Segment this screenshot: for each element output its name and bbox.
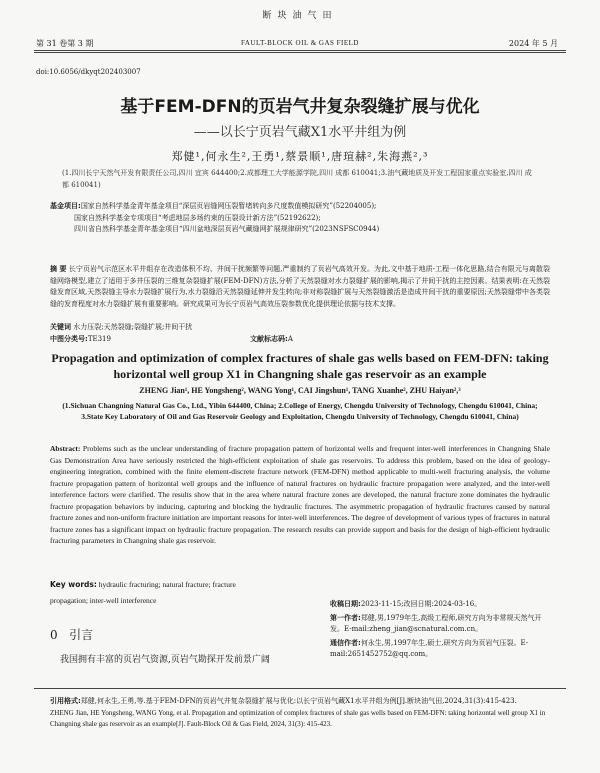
corresponding-value: 何永生,男,1997年生,硕士,研究方向为页岩气压裂。E-mail:2651452752@qq.com。	[330, 638, 529, 658]
doc-code-value: A	[287, 335, 293, 343]
keywords-cn	[50, 322, 192, 332]
authors-en: ZHENG Jian¹, HE Yongsheng², WANG Yong¹, CAI Jingshun¹, TANG Xuanhe², ZHU Haiyan²,³	[139, 386, 461, 395]
clc-value: TE319	[87, 335, 111, 343]
doc-code-label: 文献标志码:	[250, 335, 288, 343]
funding	[50, 201, 550, 236]
journal-title-cn: 断块油气田	[262, 11, 338, 21]
received-value: 2023-11-15;改回日期:2024-03-16。	[360, 600, 482, 608]
header-rule	[34, 50, 566, 51]
corresponding-author-info	[330, 638, 555, 661]
abstract-en-label: Abstract:	[50, 444, 81, 453]
header-rule-2	[34, 52, 566, 53]
first-author-label: 第一作者:	[330, 613, 361, 622]
funding-line: 四川省自然科学基金青年基金项目“四川盆地深层页岩气藏缝网扩展规律研究”(2023NSFSC0944)	[74, 225, 380, 233]
body-text: 我国拥有丰富的页岩气资源,页岩气勘探开发前景广阔	[60, 655, 270, 665]
received-date	[330, 599, 555, 611]
citation-en: ZHENG Jian, HE Yongsheng, WANG Yong, et al. Propagation and optimization of complex fractures of shale gas wells based on FEM-DFN: taking horizontal well group X1 in Changning shale gas reservoir as an example[J]. Fault-Block Oil & Gas Field, 2024, 31(3): 415-423.	[50, 708, 546, 728]
journal-title-en: FAULT-BLOCK OIL & GAS FIELD	[241, 39, 359, 47]
authors-cn: 郑健¹,何永生²,王勇¹,蔡景顺¹,唐瑄赫²,朱海燕²,³	[171, 150, 429, 163]
citation	[50, 696, 560, 731]
journal-date: 2024 年 5 月	[508, 39, 558, 48]
paper-subtitle-cn: ——以长宁页岩气藏X1水平井组为例	[193, 125, 407, 140]
article-info	[330, 599, 555, 663]
footnote-rule	[34, 688, 566, 689]
abstract-cn	[50, 264, 550, 310]
keywords-cn-label: 关键词	[50, 323, 71, 331]
document-code	[250, 334, 293, 344]
abstract-cn-text: 长宁页岩气示范区水平井组存在改造体积不均、井间干扰频繁等问题,严重制约了页岩气高效开发。为此,文中基于地质-工程一体化思路,结合有限元与离散裂缝网络模型,建立了适用于多井压裂的三维复杂裂缝扩展(FEM-DFN)方法,分析了天然裂缝对水力裂缝扩展的影响,揭示了井间干扰的主控因素。结果表明:在天然裂缝发育区域,天然裂缝主导水力裂缝扩展行为,水力裂缝沿天然裂缝延伸并发生转向;非对称裂缝扩展与天然裂缝激活是造成井间干扰的重要原因;天然裂缝带中各类裂缝的发育程度对水力裂缝扩展有重要影响。研究成果可为长宁页岩气高效压裂参数优化提供理论依据与技术支撑。	[50, 265, 551, 308]
affiliations-cn: (1.四川长宁天然气开发有限责任公司,四川 宜宾 644400;2.成都理工大学能源学院,四川 成都 610041;3.油气藏地质及开发工程国家重点实验室,四川 成都 610041)	[62, 169, 532, 189]
abstract-en	[50, 443, 550, 547]
citation-label: 引用格式:	[50, 697, 81, 705]
citation-cn: 郑健,何永生,王勇,等.基于FEM-DFN的页岩气井复杂裂缝扩展与优化:以长宁页岩气藏X1水平井组为例[J].断块油气田,2024,31(3):415-423.	[80, 697, 517, 705]
keywords-en-line: propagation; inter-well interference	[50, 596, 157, 605]
doi[interactable]: doi:10.6056/dkyqt202403007	[36, 68, 141, 76]
funding-label: 基金项目:	[50, 202, 81, 210]
keywords-en	[50, 577, 320, 609]
abstract-en-text: Problems such as the unclear understanding of fracture propagation pattern of horizontal wells and frequent inter-well interferences in Changning Shale Gas Demonstration Area have seriously restricted the high-efficient exploitation of shale gas reservoirs. To address this problem, based on the idea of geology-engineering integration, combined with the finite element-discrete fracture network (FEM-DFN) method applicable to multi-well fracturing analysis, the volume fracture propagation pattern of horizontal well groups and the influence of natural fractures on hydraulic fracture propagation were analyzed, and the inter-well interference factors were clarified. The results show that in the area where natural fracture zones are developed, the natural fracture zone dominates the hydraulic fracture propagation behaviors by inducing, capturing and blocking the hydraulic fractures. The asymmetric propagation of hydraulic fractures caused by natural fracture zones and non-uniform fracture initiation are important reasons for inter-well interferences. The degree of development of various types of fractures in natural fracture zones has a significant impact on hydraulic fracture propagation. The research results can provide support and basis for the design of high-efficient hydraulic fracturing parameters in Changning shale gas reservoir.	[50, 444, 550, 545]
keywords-cn-text: 水力压裂;天然裂缝;裂缝扩展;井间干扰	[73, 323, 193, 331]
affiliations-en: (1.Sichuan Changning Natural Gas Co., Ltd., Yibin 644400, China; 2.College of Energy, Chengdu University of Technology, Chengdu 610041, China; 3.State Key Laboratory of Oil and Gas Reservoir Geology and Exploitation, Chengdu University of Technology, Chengdu 610041, China)	[62, 401, 538, 421]
paper-title-en: Propagation and optimization of complex fractures of shale gas wells based on FEM-DFN: taking horizontal well group X1 in Changning shale gas reservoir as an example	[51, 351, 549, 381]
funding-line: 国家自然科学基金青年基金项目“深层页岩缝网压裂暂堵转向多尺度数值模拟研究”(52204005);	[80, 202, 377, 210]
section-number: 0	[50, 628, 58, 642]
section-title: 引言	[69, 628, 94, 642]
first-author-info	[330, 613, 555, 636]
journal-issue: 第 31 卷第 3 期	[36, 39, 94, 48]
clc-number	[50, 334, 111, 344]
received-label: 收稿日期:	[330, 600, 361, 608]
clc-label: 中图分类号:	[50, 335, 88, 343]
abstract-cn-label: 摘 要	[50, 265, 67, 273]
keywords-en-label: Key words:	[50, 580, 97, 589]
corresponding-label: 通信作者:	[330, 638, 361, 647]
keywords-en-line: hydraulic fracturing; natural fracture; fracture	[98, 580, 236, 589]
section-heading	[50, 626, 93, 643]
funding-line: 国家自然科学基金专项项目“考虑地层多场约束的压裂设计新方法”(52192622);	[74, 213, 321, 222]
paper-title-cn: 基于FEM-DFN的页岩气井复杂裂缝扩展与优化	[120, 97, 480, 117]
first-author-value: 郑健,男,1979年生,高级工程师,研究方向为非常规天然气开发。E-mail:zheng_jian@scnatural.com.cn。	[330, 613, 542, 633]
